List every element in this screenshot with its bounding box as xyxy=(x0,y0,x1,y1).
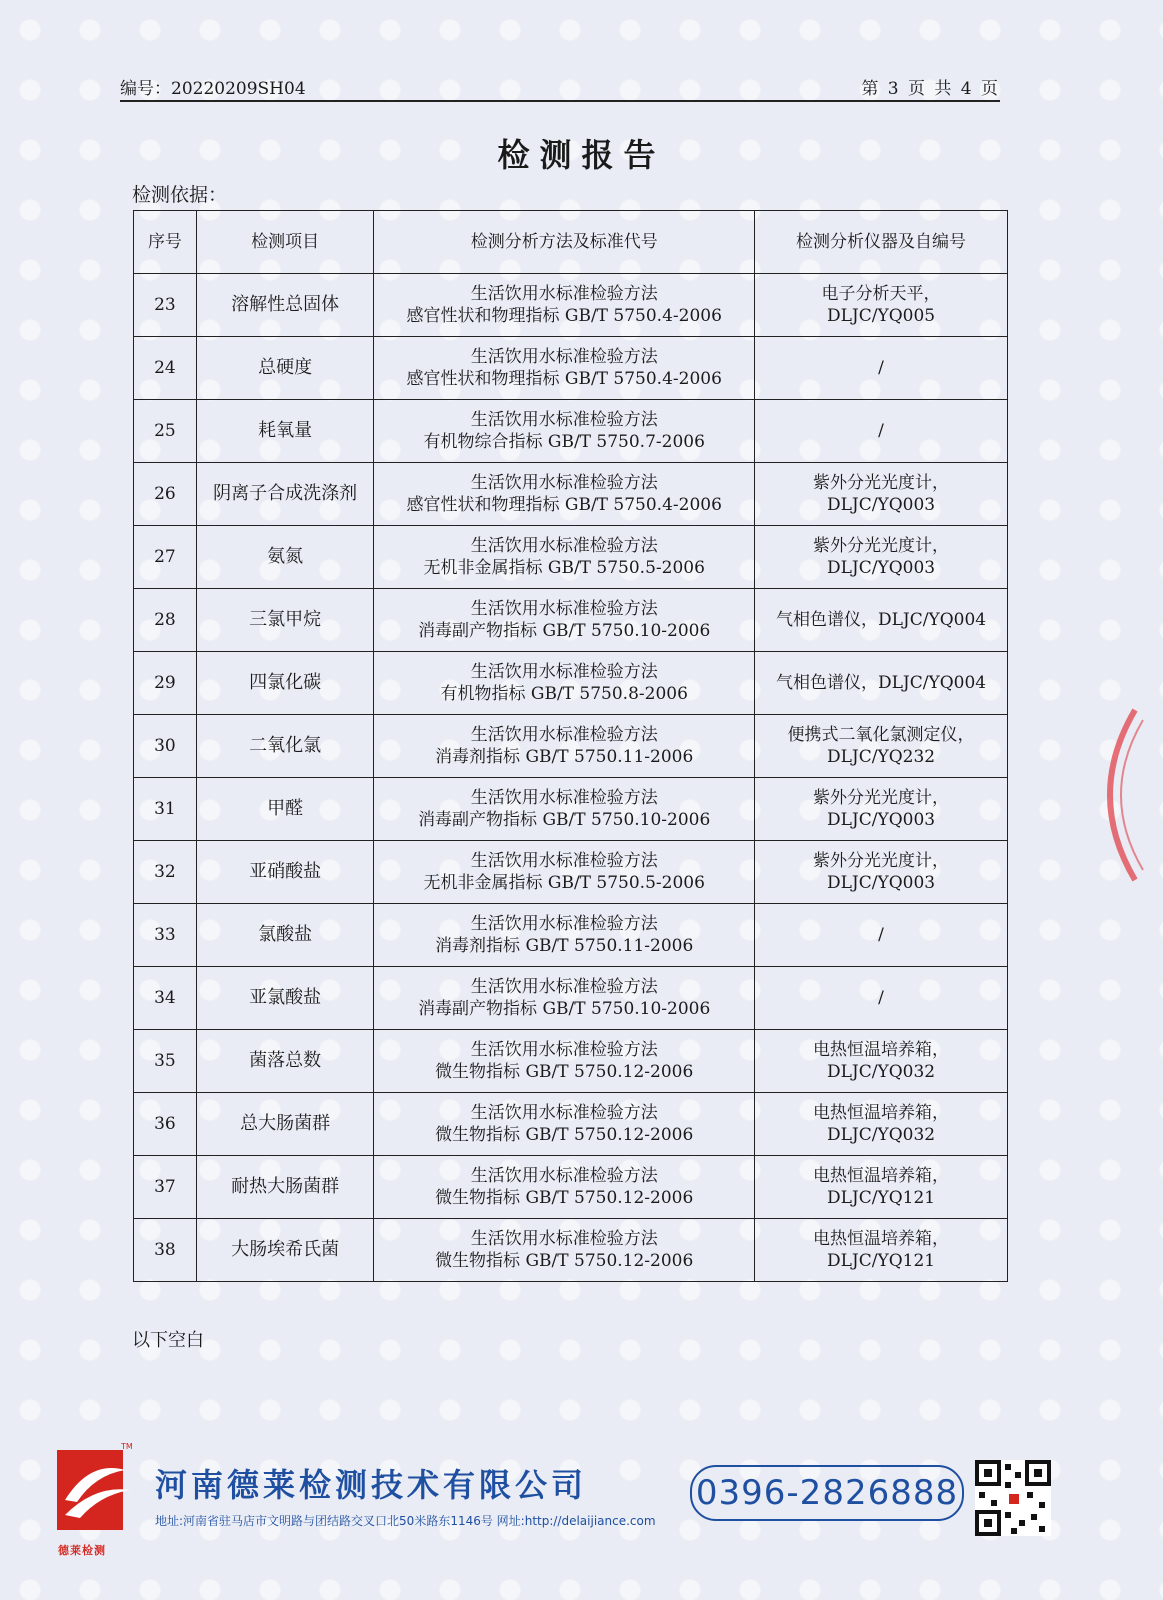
method-line-2: 有机物指标 GB/T 5750.8-2006 xyxy=(440,684,688,704)
test-item: 甲醛 xyxy=(196,778,373,841)
test-method xyxy=(374,589,755,652)
instrument-line-1: 紫外分光光度计， xyxy=(813,788,950,808)
instrument-line-2: DLJC/YQ032 xyxy=(827,1125,936,1145)
instrument xyxy=(755,967,1008,1030)
test-item: 氯酸盐 xyxy=(196,904,373,967)
method-line-2: 感官性状和物理指标 GB/T 5750.4-2006 xyxy=(406,495,722,515)
row-number: 33 xyxy=(134,904,197,967)
method-line-2: 消毒剂指标 GB/T 5750.11-2006 xyxy=(435,936,694,956)
instrument-line-1: 电热恒温培养箱， xyxy=(813,1103,950,1123)
method-line-1: 生活饮用水标准检验方法 xyxy=(470,410,658,430)
instrument xyxy=(755,652,1008,715)
instrument xyxy=(755,463,1008,526)
row-number: 25 xyxy=(134,400,197,463)
instrument xyxy=(755,337,1008,400)
table-row xyxy=(134,967,1008,1030)
method-line-2: 感官性状和物理指标 GB/T 5750.4-2006 xyxy=(406,369,722,389)
test-item: 二氧化氯 xyxy=(196,715,373,778)
method-line-1: 生活饮用水标准检验方法 xyxy=(470,1040,658,1060)
row-number: 31 xyxy=(134,778,197,841)
test-item: 总大肠菌群 xyxy=(196,1093,373,1156)
row-number: 32 xyxy=(134,841,197,904)
test-method xyxy=(374,1156,755,1219)
instrument-line-1: 电子分析天平， xyxy=(821,284,941,304)
row-number: 38 xyxy=(134,1219,197,1282)
table-row xyxy=(134,337,1008,400)
test-item: 氨氮 xyxy=(196,526,373,589)
method-line-1: 生活饮用水标准检验方法 xyxy=(470,1103,658,1123)
test-item: 耐热大肠菌群 xyxy=(196,1156,373,1219)
test-method xyxy=(374,1219,755,1282)
method-line-2: 消毒副产物指标 GB/T 5750.10-2006 xyxy=(418,621,711,641)
instrument-line-1: / xyxy=(878,988,884,1008)
test-item: 溶解性总固体 xyxy=(196,274,373,337)
company-name: 河南德莱检测技术有限公司 xyxy=(155,1466,588,1504)
instrument xyxy=(755,1219,1008,1282)
company-phone: 0396-2826888 xyxy=(690,1465,964,1521)
test-item: 四氯化碳 xyxy=(196,652,373,715)
method-line-1: 生活饮用水标准检验方法 xyxy=(470,536,658,556)
instrument-line-1: / xyxy=(878,358,884,378)
instrument-line-1: 气相色谱仪，DLJC/YQ004 xyxy=(776,610,987,630)
row-number: 36 xyxy=(134,1093,197,1156)
instrument xyxy=(755,274,1008,337)
row-number: 28 xyxy=(134,589,197,652)
row-number: 37 xyxy=(134,1156,197,1219)
test-method xyxy=(374,337,755,400)
row-number: 30 xyxy=(134,715,197,778)
instrument-line-2: DLJC/YQ121 xyxy=(827,1251,936,1271)
test-method xyxy=(374,967,755,1030)
table-row xyxy=(134,1219,1008,1282)
table-row xyxy=(134,274,1008,337)
method-line-2: 微生物指标 GB/T 5750.12-2006 xyxy=(435,1251,694,1271)
instrument xyxy=(755,1030,1008,1093)
test-method xyxy=(374,400,755,463)
method-line-1: 生活饮用水标准检验方法 xyxy=(470,284,658,304)
table-row xyxy=(134,1030,1008,1093)
table-row xyxy=(134,904,1008,967)
row-number: 34 xyxy=(134,967,197,1030)
method-line-1: 生活饮用水标准检验方法 xyxy=(470,1166,658,1186)
instrument-line-2: DLJC/YQ003 xyxy=(827,495,936,515)
method-line-2: 消毒剂指标 GB/T 5750.11-2006 xyxy=(435,747,694,767)
report-header xyxy=(120,70,1000,102)
red-seal-stamp xyxy=(1085,705,1145,885)
table-header-row xyxy=(134,211,1008,274)
table-row xyxy=(134,652,1008,715)
test-method xyxy=(374,778,755,841)
method-line-1: 生活饮用水标准检验方法 xyxy=(470,662,658,682)
table-row xyxy=(134,463,1008,526)
test-item: 亚氯酸盐 xyxy=(196,967,373,1030)
table-row xyxy=(134,841,1008,904)
method-line-1: 生活饮用水标准检验方法 xyxy=(470,1229,658,1249)
test-method xyxy=(374,526,755,589)
page-indicator: 第 3 页 共 4 页 xyxy=(861,79,1000,99)
col-header-no: 序号 xyxy=(134,211,197,274)
instrument-line-1: 气相色谱仪，DLJC/YQ004 xyxy=(776,673,987,693)
method-line-2: 无机非金属指标 GB/T 5750.5-2006 xyxy=(423,558,705,578)
test-basis-table xyxy=(133,210,1008,1282)
instrument xyxy=(755,400,1008,463)
method-line-1: 生活饮用水标准检验方法 xyxy=(470,347,658,367)
instrument xyxy=(755,715,1008,778)
method-line-2: 微生物指标 GB/T 5750.12-2006 xyxy=(435,1188,694,1208)
table-row xyxy=(134,400,1008,463)
row-number: 24 xyxy=(134,337,197,400)
method-line-2: 微生物指标 GB/T 5750.12-2006 xyxy=(435,1062,694,1082)
instrument xyxy=(755,1156,1008,1219)
test-item: 亚硝酸盐 xyxy=(196,841,373,904)
method-line-2: 无机非金属指标 GB/T 5750.5-2006 xyxy=(423,873,705,893)
company-logo-icon xyxy=(55,1440,135,1535)
test-method xyxy=(374,463,755,526)
row-number: 35 xyxy=(134,1030,197,1093)
test-item: 总硬度 xyxy=(196,337,373,400)
instrument xyxy=(755,589,1008,652)
test-method xyxy=(374,841,755,904)
test-method xyxy=(374,904,755,967)
method-line-1: 生活饮用水标准检验方法 xyxy=(470,851,658,871)
company-address: 地址:河南省驻马店市文明路与团结路交叉口北50米路东1146号 网址:http://delaijiance.com xyxy=(155,1514,656,1528)
test-item: 耗氧量 xyxy=(196,400,373,463)
instrument xyxy=(755,1093,1008,1156)
instrument-line-1: / xyxy=(878,925,884,945)
table-row xyxy=(134,1093,1008,1156)
table-row xyxy=(134,778,1008,841)
method-line-1: 生活饮用水标准检验方法 xyxy=(470,788,658,808)
table-row xyxy=(134,589,1008,652)
instrument-line-2: DLJC/YQ003 xyxy=(827,873,936,893)
instrument-line-2: DLJC/YQ032 xyxy=(827,1062,936,1082)
instrument xyxy=(755,526,1008,589)
method-line-2: 有机物综合指标 GB/T 5750.7-2006 xyxy=(423,432,705,452)
method-line-1: 生活饮用水标准检验方法 xyxy=(470,914,658,934)
instrument-line-2: DLJC/YQ121 xyxy=(827,1188,936,1208)
page-title: 检测报告 xyxy=(497,136,666,174)
method-line-1: 生活饮用水标准检验方法 xyxy=(470,473,658,493)
test-item: 菌落总数 xyxy=(196,1030,373,1093)
basis-label: 检测依据： xyxy=(132,184,228,206)
qr-code-icon xyxy=(975,1460,1051,1536)
method-line-2: 消毒副产物指标 GB/T 5750.10-2006 xyxy=(418,810,711,830)
row-number: 29 xyxy=(134,652,197,715)
method-line-1: 生活饮用水标准检验方法 xyxy=(470,725,658,745)
instrument-line-2: DLJC/YQ003 xyxy=(827,810,936,830)
instrument-line-1: 电热恒温培养箱， xyxy=(813,1166,950,1186)
instrument xyxy=(755,841,1008,904)
logo-caption: 德莱检测 xyxy=(58,1544,106,1557)
test-item: 大肠埃希氏菌 xyxy=(196,1219,373,1282)
blank-below-note: 以下空白 xyxy=(132,1330,204,1351)
instrument-line-1: 紫外分光光度计， xyxy=(813,536,950,556)
instrument-line-1: 紫外分光光度计， xyxy=(813,473,950,493)
instrument-line-1: 电热恒温培养箱， xyxy=(813,1040,950,1060)
table-row xyxy=(134,715,1008,778)
test-method xyxy=(374,1030,755,1093)
instrument-line-2: DLJC/YQ003 xyxy=(827,558,936,578)
instrument xyxy=(755,778,1008,841)
logo-tm: TM xyxy=(121,1442,133,1451)
row-number: 26 xyxy=(134,463,197,526)
test-method xyxy=(374,1093,755,1156)
instrument-line-2: DLJC/YQ232 xyxy=(827,747,936,767)
company-footer xyxy=(0,1430,1163,1560)
test-method xyxy=(374,274,755,337)
table-row xyxy=(134,526,1008,589)
instrument xyxy=(755,904,1008,967)
method-line-1: 生活饮用水标准检验方法 xyxy=(470,977,658,997)
instrument-line-1: 便携式二氧化氯测定仪， xyxy=(787,725,975,745)
test-item: 阴离子合成洗涤剂 xyxy=(196,463,373,526)
row-number: 27 xyxy=(134,526,197,589)
table-row xyxy=(134,1156,1008,1219)
col-header-item: 检测项目 xyxy=(196,211,373,274)
instrument-line-2: DLJC/YQ005 xyxy=(827,306,936,326)
test-method xyxy=(374,652,755,715)
method-line-1: 生活饮用水标准检验方法 xyxy=(470,599,658,619)
test-item: 三氯甲烷 xyxy=(196,589,373,652)
method-line-2: 微生物指标 GB/T 5750.12-2006 xyxy=(435,1125,694,1145)
row-number: 23 xyxy=(134,274,197,337)
instrument-line-1: 电热恒温培养箱， xyxy=(813,1229,950,1249)
method-line-2: 感官性状和物理指标 GB/T 5750.4-2006 xyxy=(406,306,722,326)
report-number: 编号：20220209SH04 xyxy=(120,79,306,99)
method-line-2: 消毒副产物指标 GB/T 5750.10-2006 xyxy=(418,999,711,1019)
col-header-instrument: 检测分析仪器及自编号 xyxy=(755,211,1008,274)
test-method xyxy=(374,715,755,778)
instrument-line-1: 紫外分光光度计， xyxy=(813,851,950,871)
col-header-method: 检测分析方法及标准代号 xyxy=(374,211,755,274)
instrument-line-1: / xyxy=(878,421,884,441)
